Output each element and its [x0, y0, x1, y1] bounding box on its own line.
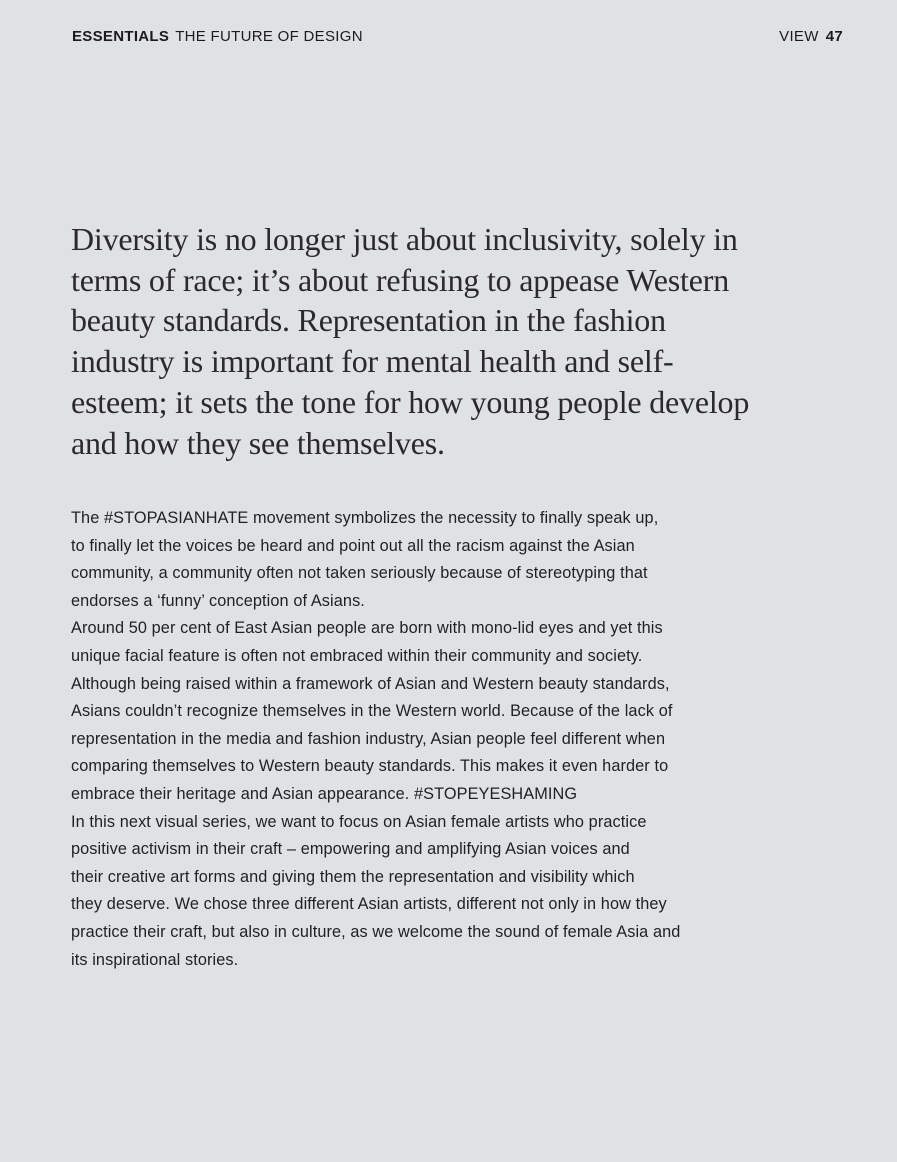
body-line: they deserve. We chose three different Asian artists, different not only in how they: [71, 895, 667, 914]
body-text: [71, 505, 861, 974]
pull-quote-line: beauty standards. Representation in the fashion: [71, 302, 666, 339]
body-line: positive activism in their craft – empowering and amplifying Asian voices and: [71, 840, 630, 859]
pull-quote-line: esteem; it sets the tone for how young people develop: [71, 383, 750, 420]
body-line: unique facial feature is often not embraced within their community and society.: [71, 646, 643, 665]
body-line: comparing themselves to Western beauty standards. This makes it even harder to: [71, 757, 669, 776]
body-line: to finally let the voices be heard and point out all the racism against the Asian: [71, 536, 635, 555]
header-right: [779, 28, 843, 45]
body-line: Around 50 per cent of East Asian people are born with mono-lid eyes and yet this: [71, 619, 663, 638]
page-header: [72, 28, 843, 45]
pull-quote: [71, 219, 861, 463]
issue-title: THE FUTURE OF DESIGN: [175, 28, 363, 45]
body-line: In this next visual series, we want to focus on Asian female artists who practice: [71, 812, 647, 831]
body-line: The #STOPASIANHATE movement symbolizes the necessity to finally speak up,: [71, 509, 659, 527]
body-line: practice their craft, but also in culture, as we welcome the sound of female Asia and: [71, 922, 681, 941]
section-label: VIEW: [779, 28, 819, 45]
magazine-name: ESSENTIALS: [72, 28, 170, 45]
body-line: representation in the media and fashion industry, Asian people feel different when: [71, 729, 666, 748]
header-left: [72, 28, 363, 45]
body-line: endorses a ‘funny’ conception of Asians.: [71, 591, 365, 610]
body-line: Asians couldn’t recognize themselves in the Western world. Because of the lack of: [71, 702, 673, 721]
pull-quote-line: and how they see themselves.: [71, 424, 445, 461]
page-number: 47: [825, 28, 843, 45]
body-line: their creative art forms and giving them the representation and visibility which: [71, 867, 635, 886]
body-line: community, a community often not taken seriously because of stereotyping that: [71, 564, 648, 583]
pull-quote-line: industry is important for mental health and self-: [71, 343, 674, 380]
pull-quote-line: terms of race; it’s about refusing to appease Western: [71, 261, 730, 298]
body-line: Although being raised within a framework of Asian and Western beauty standards,: [71, 674, 670, 693]
body-line: embrace their heritage and Asian appearance. #STOPEYESHAMING: [71, 784, 578, 803]
pull-quote-line: Diversity is no longer just about inclusivity, solely in: [71, 221, 738, 257]
body-line: its inspirational stories.: [71, 950, 239, 969]
